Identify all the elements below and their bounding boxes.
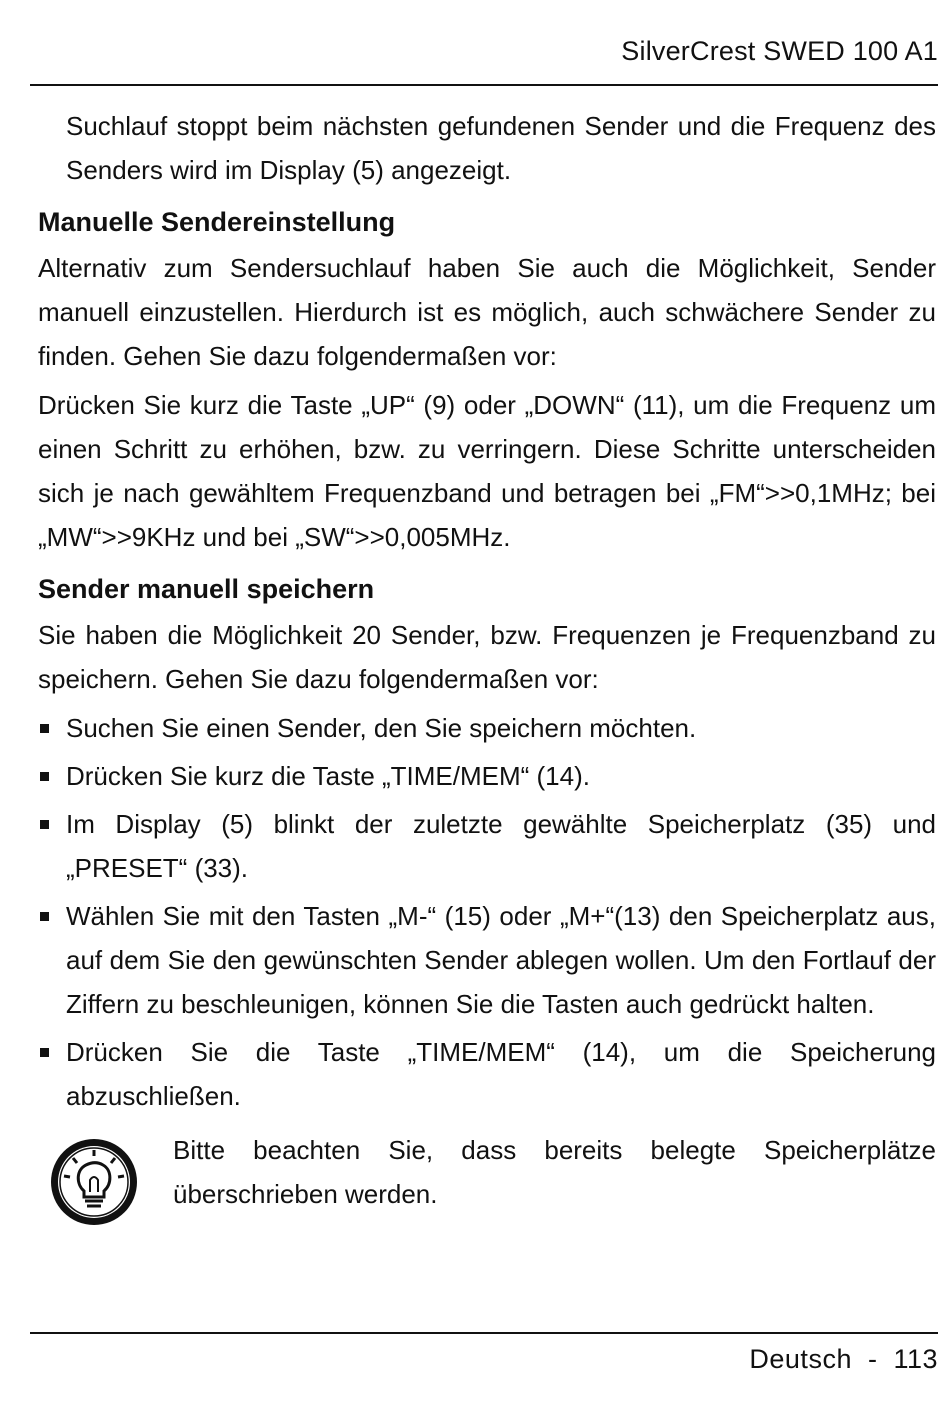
save-steps-list <box>38 706 936 1118</box>
list-item <box>38 706 936 750</box>
list-item <box>38 894 936 1026</box>
lightbulb-icon <box>48 1136 140 1228</box>
manual-tuning-paragraph-2: Drücken Sie kurz die Taste „UP“ (9) oder „DOWN“ (11), um die Frequenz um einen Schritt zu erhöhen, bzw. zu verringern. Diese Schritte unterscheiden sich je nach gewähltem Frequenzband und betragen bei „FM“>>0,1MHz; bei „MW“>>9KHz und bei „SW“>>0,005MHz. <box>38 390 936 552</box>
tip-note <box>38 1128 936 1228</box>
intro-paragraph: Suchlauf stoppt beim nächsten gefundenen Sender und die Frequenz des Senders wird im Display (5) angezeigt. <box>66 111 936 185</box>
footer-divider <box>30 1332 938 1334</box>
bullet-square-icon <box>40 912 49 921</box>
list-item-text: Wählen Sie mit den Tasten „M-“ (15) oder „M+“(13) den Speicherplatz aus, auf dem Sie den gewünschten Sender ablegen wollen. Um den Fortlauf der Ziffern zu beschleunigen, können Sie die Tasten auch gedrückt halten. <box>66 901 936 1019</box>
list-item <box>38 1030 936 1118</box>
bullet-square-icon <box>40 772 49 781</box>
bullet-square-icon <box>40 1048 49 1057</box>
bullet-square-icon <box>40 724 49 733</box>
list-item-text: Suchen Sie einen Sender, den Sie speichern möchten. <box>66 713 697 743</box>
tip-note-text: Bitte beachten Sie, dass bereits belegte Speicherplätze überschrieben werden. <box>173 1135 936 1209</box>
list-item <box>38 802 936 890</box>
header-divider <box>30 84 938 86</box>
list-item-text: Drücken Sie kurz die Taste „TIME/MEM“ (14). <box>66 761 590 791</box>
page-number: Deutsch - 113 <box>749 1344 938 1374</box>
manual-save-paragraph: Sie haben die Möglichkeit 20 Sender, bzw. Frequenzen je Frequenzband zu speichern. Gehen Sie dazu folgendermaßen vor: <box>38 620 936 694</box>
page-content <box>38 104 936 1228</box>
manual-tuning-paragraph-1: Alternativ zum Sendersuchlauf haben Sie auch die Möglichkeit, Sender manuell einzustellen. Hierdurch ist es möglich, auch schwächere Sender zu finden. Gehen Sie dazu folgendermaßen vor: <box>38 253 936 371</box>
list-item-text: Drücken Sie die Taste „TIME/MEM“ (14), um die Speicherung abzuschließen. <box>66 1037 936 1111</box>
list-item <box>38 754 936 798</box>
list-item-text: Im Display (5) blinkt der zuletzte gewählte Speicherplatz (35) und „PRESET“ (33). <box>66 809 936 883</box>
page-header-title: SilverCrest SWED 100 A1 <box>621 36 938 66</box>
bullet-square-icon <box>40 820 49 829</box>
section-heading-manual-tuning: Manuelle Sendereinstellung <box>38 207 396 237</box>
section-heading-manual-save: Sender manuell speichern <box>38 574 375 604</box>
